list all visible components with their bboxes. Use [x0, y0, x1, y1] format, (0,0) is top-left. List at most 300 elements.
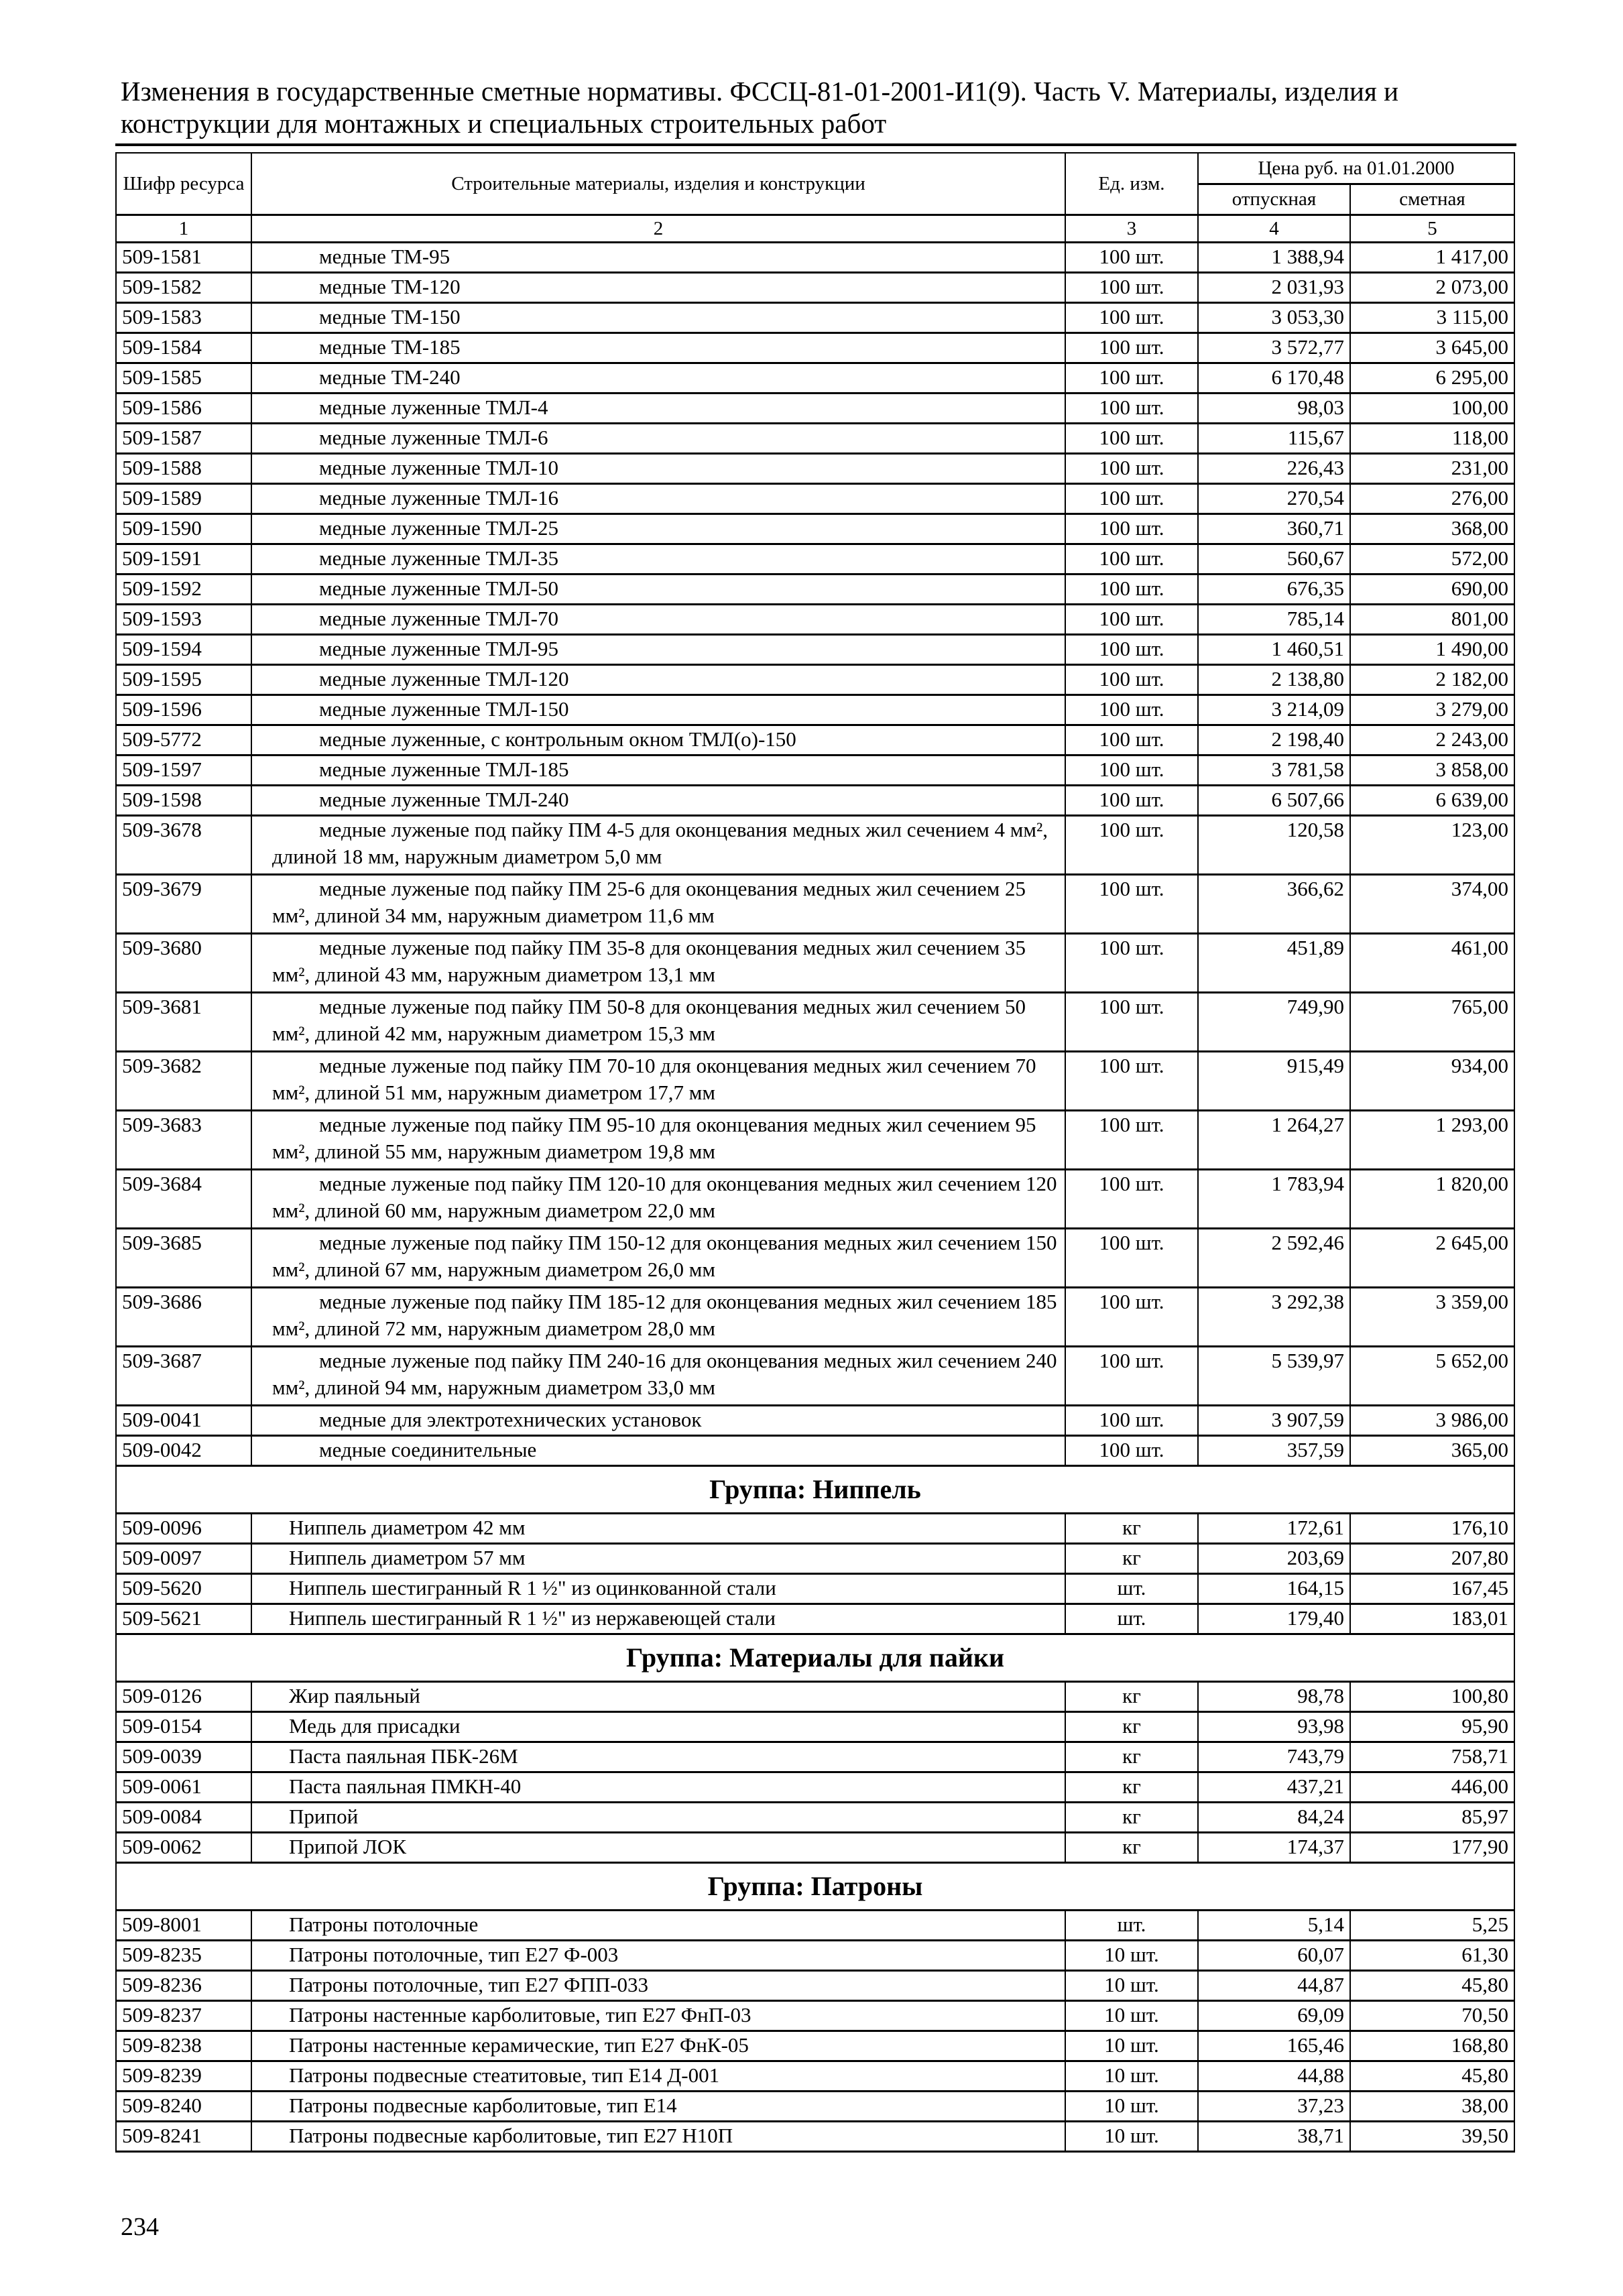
price-estimate: 3 858,00 [1350, 755, 1514, 785]
resource-code: 509-0039 [116, 1742, 251, 1772]
price-estimate: 231,00 [1350, 453, 1514, 483]
price-estimate: 3 359,00 [1350, 1287, 1514, 1346]
resource-code: 509-1596 [116, 694, 251, 725]
resource-code: 509-8235 [116, 1940, 251, 1970]
price-estimate: 100,80 [1350, 1681, 1514, 1711]
unit: 100 шт. [1065, 785, 1198, 815]
material-name: медные луженные ТМЛ-25 [251, 513, 1065, 544]
price-release: 1 264,27 [1198, 1110, 1350, 1169]
price-release: 451,89 [1198, 933, 1350, 992]
price-estimate: 3 986,00 [1350, 1405, 1514, 1435]
resource-code: 509-1589 [116, 483, 251, 513]
price-estimate: 177,90 [1350, 1832, 1514, 1862]
resource-code: 509-1597 [116, 755, 251, 785]
group-header-row [116, 1862, 1514, 1910]
resource-code: 509-3680 [116, 933, 251, 992]
resource-code: 509-1581 [116, 242, 251, 272]
document-title [121, 75, 1515, 139]
material-name: медные луженые под пайку ПМ 35-8 для оконцевания медных жил сечением 35 мм², длиной 43 мм, наружным диаметром 13,1 мм [251, 933, 1065, 992]
price-estimate: 6 295,00 [1350, 363, 1514, 393]
material-name: медные луженные ТМЛ-70 [251, 604, 1065, 634]
price-release: 164,15 [1198, 1573, 1350, 1604]
material-name: Патроны настенные керамические, тип Е27 ФнК-05 [251, 2031, 1065, 2061]
unit: кг [1065, 1742, 1198, 1772]
price-release: 2 592,46 [1198, 1228, 1350, 1287]
price-estimate: 934,00 [1350, 1051, 1514, 1110]
price-release: 357,59 [1198, 1435, 1350, 1465]
table-row [116, 302, 1514, 333]
price-release: 226,43 [1198, 453, 1350, 483]
price-release: 437,21 [1198, 1772, 1350, 1802]
table-row [116, 694, 1514, 725]
materials-price-table [115, 152, 1515, 2153]
price-estimate: 2 243,00 [1350, 725, 1514, 755]
price-release: 44,88 [1198, 2061, 1350, 2091]
table-row [116, 423, 1514, 453]
unit: 100 шт. [1065, 483, 1198, 513]
price-estimate: 374,00 [1350, 874, 1514, 933]
table-row [116, 2121, 1514, 2151]
price-release: 360,71 [1198, 513, 1350, 544]
resource-code: 509-0097 [116, 1543, 251, 1573]
price-estimate: 5,25 [1350, 1910, 1514, 1940]
unit: кг [1065, 1772, 1198, 1802]
material-name: медные луженые под пайку ПМ 95-10 для оконцевания медных жил сечением 95 мм², длиной 55 мм, наружным диаметром 19,8 мм [251, 1110, 1065, 1169]
resource-code: 509-3679 [116, 874, 251, 933]
material-name: медные луженные ТМЛ-95 [251, 634, 1065, 664]
header-name: Строительные материалы, изделия и конструкции [251, 153, 1065, 215]
price-estimate: 38,00 [1350, 2091, 1514, 2121]
price-estimate: 167,45 [1350, 1573, 1514, 1604]
material-name: Жир паяльный [251, 1681, 1065, 1711]
group-header-row [116, 1465, 1514, 1513]
price-release: 3 572,77 [1198, 333, 1350, 363]
material-name: медные луженые под пайку ПМ 120-10 для оконцевания медных жил сечением 120 мм², длиной 60 мм, наружным диаметром 22,0 мм [251, 1169, 1065, 1228]
column-number: 1 [116, 215, 251, 242]
table-row [116, 1940, 1514, 1970]
unit: 100 шт. [1065, 272, 1198, 302]
resource-code: 509-8241 [116, 2121, 251, 2151]
material-name: медные луженые под пайку ПМ 70-10 для оконцевания медных жил сечением 70 мм², длиной 51 мм, наружным диаметром 17,7 мм [251, 1051, 1065, 1110]
title-divider [115, 143, 1516, 146]
unit: 100 шт. [1065, 513, 1198, 544]
price-release: 115,67 [1198, 423, 1350, 453]
material-name: медные луженые под пайку ПМ 4-5 для оконцевания медных жил сечением 4 мм², длиной 18 мм, наружным диаметром 5,0 мм [251, 815, 1065, 874]
table-row [116, 1681, 1514, 1711]
material-name: Патроны потолочные [251, 1910, 1065, 1940]
table-row [116, 513, 1514, 544]
unit: 100 шт. [1065, 574, 1198, 604]
price-release: 44,87 [1198, 1970, 1350, 2000]
table-row [116, 574, 1514, 604]
price-estimate: 801,00 [1350, 604, 1514, 634]
price-release: 3 907,59 [1198, 1405, 1350, 1435]
material-name: Патроны потолочные, тип Е27 Ф-003 [251, 1940, 1065, 1970]
material-name: Паста паяльная ПМКН-40 [251, 1772, 1065, 1802]
price-release: 270,54 [1198, 483, 1350, 513]
resource-code: 509-1595 [116, 664, 251, 694]
resource-code: 509-1593 [116, 604, 251, 634]
price-estimate: 1 820,00 [1350, 1169, 1514, 1228]
resource-code: 509-8239 [116, 2061, 251, 2091]
resource-code: 509-0042 [116, 1435, 251, 1465]
resource-code: 509-8238 [116, 2031, 251, 2061]
table-row [116, 2061, 1514, 2091]
resource-code: 509-3685 [116, 1228, 251, 1287]
resource-code: 509-0126 [116, 1681, 251, 1711]
column-number: 3 [1065, 215, 1198, 242]
unit: шт. [1065, 1604, 1198, 1634]
resource-code: 509-1587 [116, 423, 251, 453]
price-estimate: 758,71 [1350, 1742, 1514, 1772]
price-release: 98,03 [1198, 393, 1350, 423]
table-row [116, 1604, 1514, 1634]
unit: 100 шт. [1065, 992, 1198, 1051]
resource-code: 509-0154 [116, 1711, 251, 1742]
header-price-estimate: сметная [1350, 184, 1514, 215]
unit: кг [1065, 1802, 1198, 1832]
unit: кг [1065, 1513, 1198, 1543]
price-estimate: 1 417,00 [1350, 242, 1514, 272]
unit: 100 шт. [1065, 1169, 1198, 1228]
price-estimate: 765,00 [1350, 992, 1514, 1051]
price-estimate: 365,00 [1350, 1435, 1514, 1465]
unit: 100 шт. [1065, 1346, 1198, 1405]
table-row [116, 1802, 1514, 1832]
material-name: Ниппель шестигранный R 1 ½" из оцинкованной стали [251, 1573, 1065, 1604]
unit: 100 шт. [1065, 242, 1198, 272]
price-estimate: 45,80 [1350, 1970, 1514, 2000]
table-row [116, 1910, 1514, 1940]
table-row [116, 242, 1514, 272]
material-name: Патроны подвесные карболитовые, тип Е27 Н10П [251, 2121, 1065, 2151]
price-estimate: 690,00 [1350, 574, 1514, 604]
table-row [116, 634, 1514, 664]
table-row [116, 1346, 1514, 1405]
table-row [116, 363, 1514, 393]
resource-code: 509-3686 [116, 1287, 251, 1346]
price-estimate: 446,00 [1350, 1772, 1514, 1802]
unit: 100 шт. [1065, 1405, 1198, 1435]
table-row [116, 1543, 1514, 1573]
page-number: 234 [121, 2213, 159, 2241]
material-name: медные луженые под пайку ПМ 150-12 для оконцевания медных жил сечением 150 мм², длиной 67 мм, наружным диаметром 26,0 мм [251, 1228, 1065, 1287]
price-estimate: 61,30 [1350, 1940, 1514, 1970]
unit: 100 шт. [1065, 604, 1198, 634]
material-name: медные ТМ-185 [251, 333, 1065, 363]
price-estimate: 2 073,00 [1350, 272, 1514, 302]
header-unit: Ед. изм. [1065, 153, 1198, 215]
resource-code: 509-3684 [116, 1169, 251, 1228]
material-name: медные луженные ТМЛ-150 [251, 694, 1065, 725]
table-row [116, 1513, 1514, 1543]
price-release: 120,58 [1198, 815, 1350, 874]
price-release: 98,78 [1198, 1681, 1350, 1711]
price-estimate: 572,00 [1350, 544, 1514, 574]
price-release: 1 783,94 [1198, 1169, 1350, 1228]
price-estimate: 176,10 [1350, 1513, 1514, 1543]
price-release: 915,49 [1198, 1051, 1350, 1110]
price-release: 749,90 [1198, 992, 1350, 1051]
header-price-release: отпускная [1198, 184, 1350, 215]
price-release: 3 292,38 [1198, 1287, 1350, 1346]
table-row [116, 2091, 1514, 2121]
price-release: 38,71 [1198, 2121, 1350, 2151]
resource-code: 509-3683 [116, 1110, 251, 1169]
table-row [116, 1435, 1514, 1465]
table-row [116, 1287, 1514, 1346]
table-row [116, 2000, 1514, 2031]
price-estimate: 95,90 [1350, 1711, 1514, 1742]
table-row [116, 1832, 1514, 1862]
unit: 100 шт. [1065, 1228, 1198, 1287]
material-name: Медь для присадки [251, 1711, 1065, 1742]
price-release: 3 053,30 [1198, 302, 1350, 333]
resource-code: 509-0041 [116, 1405, 251, 1435]
table-row [116, 483, 1514, 513]
unit: кг [1065, 1681, 1198, 1711]
table-row [116, 333, 1514, 363]
group-header-row [116, 1634, 1514, 1681]
price-release: 560,67 [1198, 544, 1350, 574]
material-name: медные для электротехнических установок [251, 1405, 1065, 1435]
material-name: медные луженные ТМЛ-10 [251, 453, 1065, 483]
material-name: медные луженные ТМЛ-35 [251, 544, 1065, 574]
material-name: Ниппель диаметром 57 мм [251, 1543, 1065, 1573]
price-estimate: 3 115,00 [1350, 302, 1514, 333]
resource-code: 509-3687 [116, 1346, 251, 1405]
unit: 100 шт. [1065, 544, 1198, 574]
unit: 100 шт. [1065, 725, 1198, 755]
unit: 10 шт. [1065, 2031, 1198, 2061]
material-name: медные луженные ТМЛ-240 [251, 785, 1065, 815]
table-row [116, 725, 1514, 755]
resource-code: 509-1582 [116, 272, 251, 302]
price-estimate: 70,50 [1350, 2000, 1514, 2031]
table-row [116, 1772, 1514, 1802]
unit: 100 шт. [1065, 933, 1198, 992]
table-row [116, 1711, 1514, 1742]
unit: 100 шт. [1065, 453, 1198, 483]
unit: 10 шт. [1065, 1970, 1198, 2000]
price-release: 172,61 [1198, 1513, 1350, 1543]
material-name: медные луженые под пайку ПМ 50-8 для оконцевания медных жил сечением 50 мм², длиной 42 мм, наружным диаметром 15,3 мм [251, 992, 1065, 1051]
price-release: 179,40 [1198, 1604, 1350, 1634]
price-release: 165,46 [1198, 2031, 1350, 2061]
price-release: 174,37 [1198, 1832, 1350, 1862]
resource-code: 509-3682 [116, 1051, 251, 1110]
table-row [116, 874, 1514, 933]
price-release: 3 214,09 [1198, 694, 1350, 725]
header-price: Цена руб. на 01.01.2000 [1198, 153, 1514, 184]
price-release: 5,14 [1198, 1910, 1350, 1940]
material-name: медные ТМ-240 [251, 363, 1065, 393]
unit: 100 шт. [1065, 874, 1198, 933]
material-name: Припой [251, 1802, 1065, 1832]
resource-code: 509-0061 [116, 1772, 251, 1802]
table-row [116, 1169, 1514, 1228]
material-name: Ниппель диаметром 42 мм [251, 1513, 1065, 1543]
resource-code: 509-1594 [116, 634, 251, 664]
unit: 10 шт. [1065, 2091, 1198, 2121]
table-row [116, 2031, 1514, 2061]
unit: кг [1065, 1543, 1198, 1573]
column-number: 4 [1198, 215, 1350, 242]
price-release: 93,98 [1198, 1711, 1350, 1742]
unit: 100 шт. [1065, 302, 1198, 333]
table-row [116, 755, 1514, 785]
resource-code: 509-1590 [116, 513, 251, 544]
price-estimate: 5 652,00 [1350, 1346, 1514, 1405]
resource-code: 509-1583 [116, 302, 251, 333]
price-estimate: 461,00 [1350, 933, 1514, 992]
table-row [116, 544, 1514, 574]
material-name: Патроны подвесные карболитовые, тип Е14 [251, 2091, 1065, 2121]
unit: 10 шт. [1065, 2121, 1198, 2151]
table-row [116, 664, 1514, 694]
material-name: медные луженные ТМЛ-4 [251, 393, 1065, 423]
table-row [116, 604, 1514, 634]
resource-code: 509-1584 [116, 333, 251, 363]
material-name: медные луженые под пайку ПМ 185-12 для оконцевания медных жил сечением 185 мм², длиной 72 мм, наружным диаметром 28,0 мм [251, 1287, 1065, 1346]
price-release: 1 460,51 [1198, 634, 1350, 664]
resource-code: 509-0084 [116, 1802, 251, 1832]
material-name: медные луженные ТМЛ-16 [251, 483, 1065, 513]
table-row [116, 1405, 1514, 1435]
price-release: 37,23 [1198, 2091, 1350, 2121]
table-row [116, 1110, 1514, 1169]
unit: 100 шт. [1065, 1051, 1198, 1110]
resource-code: 509-8001 [116, 1910, 251, 1940]
price-estimate: 2 182,00 [1350, 664, 1514, 694]
resource-code: 509-1585 [116, 363, 251, 393]
price-release: 676,35 [1198, 574, 1350, 604]
unit: 100 шт. [1065, 1110, 1198, 1169]
material-name: медные ТМ-120 [251, 272, 1065, 302]
unit: 100 шт. [1065, 423, 1198, 453]
unit: 100 шт. [1065, 1287, 1198, 1346]
table-row [116, 1970, 1514, 2000]
resource-code: 509-1592 [116, 574, 251, 604]
material-name: медные ТМ-150 [251, 302, 1065, 333]
material-name: Патроны настенные карболитовые, тип Е27 ФнП-03 [251, 2000, 1065, 2031]
resource-code: 509-5621 [116, 1604, 251, 1634]
price-release: 743,79 [1198, 1742, 1350, 1772]
table-row [116, 1051, 1514, 1110]
price-estimate: 85,97 [1350, 1802, 1514, 1832]
price-estimate: 123,00 [1350, 815, 1514, 874]
price-release: 6 170,48 [1198, 363, 1350, 393]
unit: 100 шт. [1065, 393, 1198, 423]
price-estimate: 1 293,00 [1350, 1110, 1514, 1169]
price-estimate: 183,01 [1350, 1604, 1514, 1634]
material-name: медные луженные ТМЛ-120 [251, 664, 1065, 694]
price-estimate: 100,00 [1350, 393, 1514, 423]
price-estimate: 6 639,00 [1350, 785, 1514, 815]
resource-code: 509-0062 [116, 1832, 251, 1862]
price-estimate: 3 645,00 [1350, 333, 1514, 363]
resource-code: 509-1586 [116, 393, 251, 423]
material-name: Ниппель шестигранный R 1 ½" из нержавеющей стали [251, 1604, 1065, 1634]
unit: шт. [1065, 1573, 1198, 1604]
table-row [116, 393, 1514, 423]
table-row [116, 1228, 1514, 1287]
header-code: Шифр ресурса [116, 153, 251, 215]
price-estimate: 45,80 [1350, 2061, 1514, 2091]
resource-code: 509-1588 [116, 453, 251, 483]
unit: 10 шт. [1065, 1940, 1198, 1970]
table-body [116, 242, 1514, 2151]
price-release: 84,24 [1198, 1802, 1350, 1832]
unit: 100 шт. [1065, 755, 1198, 785]
material-name: медные луженные ТМЛ-185 [251, 755, 1065, 785]
unit: кг [1065, 1711, 1198, 1742]
unit: 100 шт. [1065, 634, 1198, 664]
resource-code: 509-8236 [116, 1970, 251, 2000]
unit: 100 шт. [1065, 1435, 1198, 1465]
table-row [116, 815, 1514, 874]
material-name: Припой ЛОК [251, 1832, 1065, 1862]
price-release: 60,07 [1198, 1940, 1350, 1970]
unit: 10 шт. [1065, 2061, 1198, 2091]
material-name: медные луженные, с контрольным окном ТМЛ(о)-150 [251, 725, 1065, 755]
table-row [116, 933, 1514, 992]
price-estimate: 207,80 [1350, 1543, 1514, 1573]
unit: 100 шт. [1065, 815, 1198, 874]
group-title: Группа: Патроны [116, 1862, 1514, 1910]
resource-code: 509-3681 [116, 992, 251, 1051]
price-release: 366,62 [1198, 874, 1350, 933]
price-release: 2 198,40 [1198, 725, 1350, 755]
price-release: 2 031,93 [1198, 272, 1350, 302]
price-estimate: 118,00 [1350, 423, 1514, 453]
unit: 10 шт. [1065, 2000, 1198, 2031]
resource-code: 509-0096 [116, 1513, 251, 1543]
price-release: 3 781,58 [1198, 755, 1350, 785]
table-row [116, 785, 1514, 815]
column-number: 5 [1350, 215, 1514, 242]
table-row [116, 1573, 1514, 1604]
group-title: Группа: Материалы для пайки [116, 1634, 1514, 1681]
title-line-2: конструкции для монтажных и специальных строительных работ [121, 108, 887, 139]
price-release: 1 388,94 [1198, 242, 1350, 272]
price-release: 203,69 [1198, 1543, 1350, 1573]
unit: 100 шт. [1065, 664, 1198, 694]
price-estimate: 368,00 [1350, 513, 1514, 544]
table-row [116, 453, 1514, 483]
resource-code: 509-8240 [116, 2091, 251, 2121]
material-name: медные луженные ТМЛ-50 [251, 574, 1065, 604]
price-release: 785,14 [1198, 604, 1350, 634]
material-name: медные луженые под пайку ПМ 240-16 для оконцевания медных жил сечением 240 мм², длиной 94 мм, наружным диаметром 33,0 мм [251, 1346, 1065, 1405]
resource-code: 509-8237 [116, 2000, 251, 2031]
title-line-1: Изменения в государственные сметные нормативы. ФССЦ-81-01-2001-И1(9). Часть V. Материалы, изделия и [121, 76, 1399, 107]
material-name: Паста паяльная ПБК-26М [251, 1742, 1065, 1772]
price-estimate: 276,00 [1350, 483, 1514, 513]
column-number: 2 [251, 215, 1065, 242]
table-row [116, 1742, 1514, 1772]
resource-code: 509-1598 [116, 785, 251, 815]
unit: шт. [1065, 1910, 1198, 1940]
unit: 100 шт. [1065, 333, 1198, 363]
price-release: 69,09 [1198, 2000, 1350, 2031]
price-release: 5 539,97 [1198, 1346, 1350, 1405]
price-release: 2 138,80 [1198, 664, 1350, 694]
table-row [116, 272, 1514, 302]
table-row [116, 992, 1514, 1051]
column-numbers-row [116, 215, 1514, 242]
resource-code: 509-1591 [116, 544, 251, 574]
